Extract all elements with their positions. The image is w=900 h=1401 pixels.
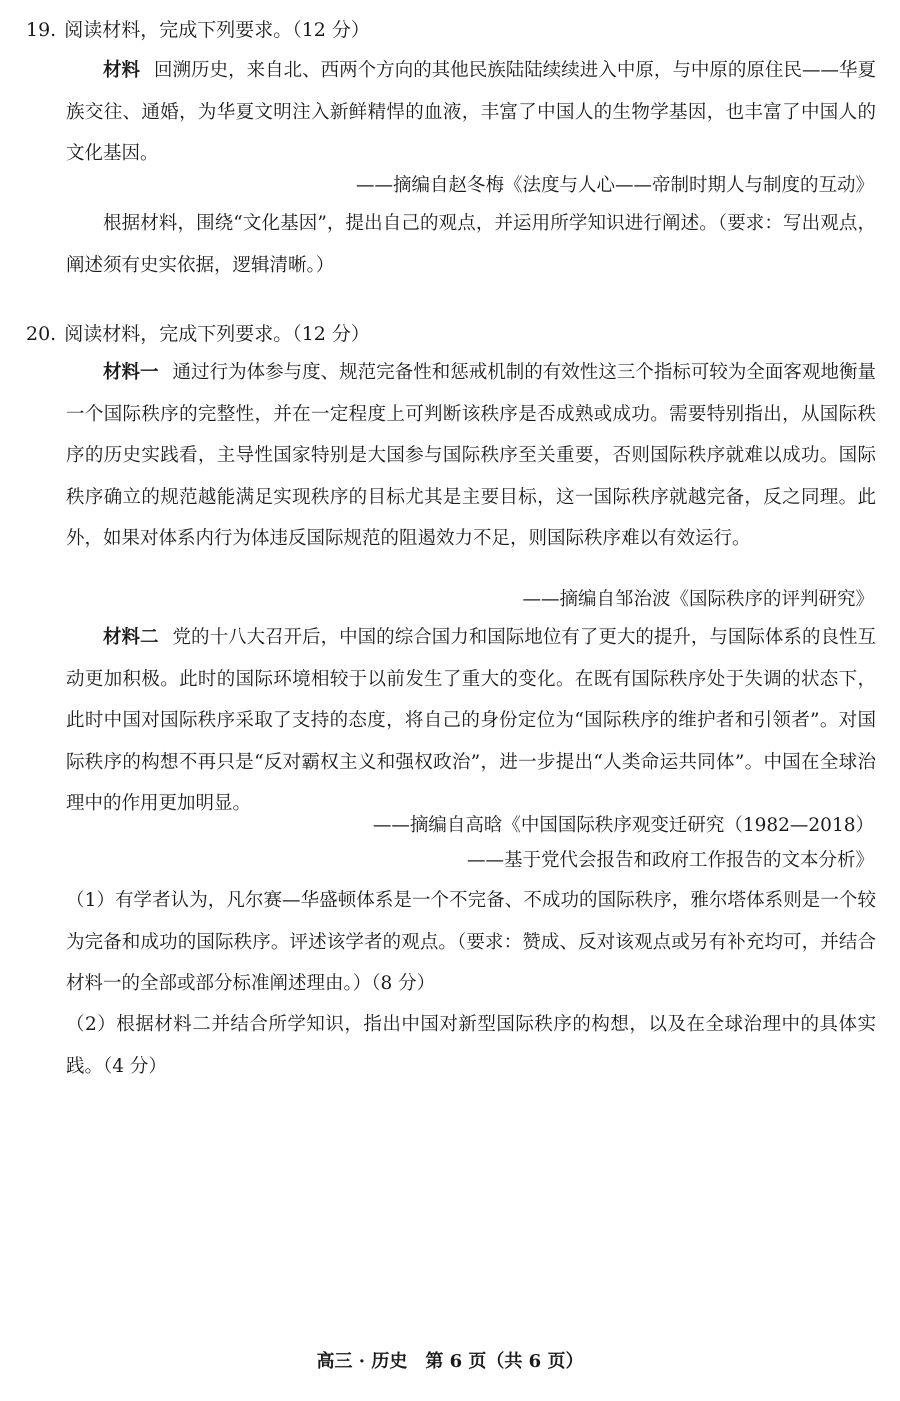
question-number: 19. [26,19,57,41]
q20-subquestion-1: （1）有学者认为，凡尔赛—华盛顿体系是一个不完备、不成功的国际秩序，雅尔塔体系则是一个较为完备和成功的国际秩序。评述该学者的观点。（要求：赞成、反对该观点或另有补充均可，并结合材料一的全部或部分标准阐述理由。）（8 分） [66,890,876,994]
material-label: 材料一 [103,362,159,383]
question-19-heading [26,14,370,46]
q19-material [66,50,876,175]
question-20-heading [26,318,370,350]
q20-material-2 [66,617,876,825]
material-text: 党的十八大召开后，中国的综合国力和国际地位有了更大的提升，与国际体系的良性互动更加积极。此时的国际环境相较于以前发生了重大的变化。在既有国际秩序处于失调的状态下，此时中国对国际秩序采取了支持的态度，将自己的身份定位为“国际秩序的维护者和引领者”。对国际秩序的构想不再只是“反对霸权主义和强权政治”，进一步提出“人类命运共同体”。中国在全球治理中的作用更加明显。 [66,627,876,814]
material-label: 材料 [103,60,141,81]
material-text: 通过行为体参与度、规范完备性和惩戒机制的有效性这三个指标可较为全面客观地衡量一个国际秩序的完整性，并在一定程度上可判断该秩序是否成熟或成功。需要特别指出，从国际秩序的历史实践看，主导性国家特别是大国参与国际秩序至关重要，否则国际秩序就难以成功。国际秩序确立的规范越能满足实现秩序的目标尤其是主要目标，这一国际秩序就越完备，反之同理。此外，如果对体系内行为体违反国际规范的阻遏效力不足，则国际秩序难以有效运行。 [66,362,876,549]
material-text: 回溯历史，来自北、西两个方向的其他民族陆陆续续进入中原，与中原的原住民——华夏族交往、通婚，为华夏文明注入新鲜精悍的血液，丰富了中国人的生物学基因，也丰富了中国人的文化基因。 [66,60,876,164]
q19-source: ——摘编自赵冬梅《法度与人心——帝制时期人与制度的互动》 [355,175,874,196]
page-footer: 高三 · 历史 第 6 页（共 6 页） [316,1351,584,1372]
q20-subquestion-2: （2）根据材料二并结合所学知识，指出中国对新型国际秩序的构想，以及在全球治理中的具体实践。（4 分） [66,1014,876,1077]
material-label: 材料二 [103,627,159,648]
question-stem: 阅读材料，完成下列要求。（12 分） [64,323,370,345]
q19-requirement: 根据材料，围绕“文化基因”，提出自己的观点，并运用所学知识进行阐述。（要求：写出观点，阐述须有史实依据，逻辑清晰。） [66,213,876,276]
q20-material-1 [66,352,876,560]
q20-source-1: ——摘编自邹治波《国际秩序的评判研究》 [522,589,874,610]
question-number: 20. [26,323,57,345]
question-stem: 阅读材料，完成下列要求。（12 分） [64,19,370,41]
q20-source-2-line-2: ——基于党代会报告和政府工作报告的文本分析》 [466,850,874,871]
q20-source-2-line-1: ——摘编自高晗《中国国际秩序观变迁研究（1982—2018） [372,815,874,836]
